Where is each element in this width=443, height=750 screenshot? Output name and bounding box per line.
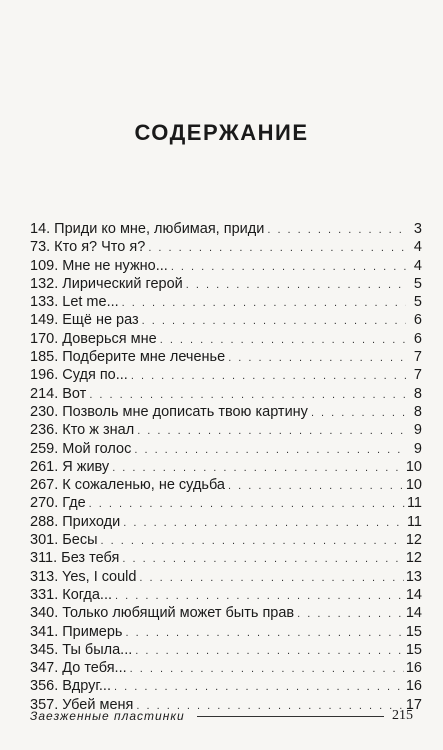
dot-leader [134, 441, 406, 459]
dot-leader [112, 459, 404, 477]
dot-leader [101, 532, 404, 550]
dot-leader [115, 587, 404, 605]
toc-entry[interactable] [30, 531, 422, 549]
toc-entry-page: 13 [405, 568, 422, 585]
dot-leader [135, 642, 404, 660]
toc-entry[interactable] [30, 494, 422, 512]
dot-leader [228, 477, 404, 495]
toc-entry-page: 15 [405, 623, 422, 640]
toc-entry[interactable] [30, 476, 422, 494]
toc-entry-page: 16 [405, 660, 422, 677]
toc-entry-page: 14 [405, 605, 422, 622]
toc-entry-title: 185. Подберите мне леченье [30, 349, 226, 366]
toc-entry-page: 16 [405, 678, 422, 695]
dot-leader [114, 678, 404, 696]
toc-entry-page: 7 [413, 367, 422, 384]
toc-entry-title: 340. Только любящий может быть прав [30, 605, 295, 622]
toc-entry-page: 9 [413, 422, 422, 439]
toc-entry[interactable] [30, 385, 422, 403]
toc-entry[interactable] [30, 623, 422, 641]
page-title: СОДЕРЖАНИЕ [134, 120, 309, 145]
toc-entry-title: 149. Ещё не раз [30, 312, 139, 329]
dot-leader [122, 294, 406, 312]
toc-entry-page: 17 [405, 696, 422, 713]
toc-entry-title: 345. Ты была... [30, 641, 133, 658]
dot-leader [160, 331, 406, 349]
toc-entry-title: 288. Приходи [30, 513, 121, 530]
toc-entry[interactable] [30, 330, 422, 348]
toc-entry[interactable] [30, 403, 422, 421]
toc-entry[interactable] [30, 604, 422, 622]
toc-entry-page: 6 [413, 330, 422, 347]
toc-entry-page: 4 [413, 239, 422, 256]
dot-leader [130, 660, 404, 678]
toc-entry-page: 14 [405, 586, 422, 603]
dot-leader [122, 550, 404, 568]
dot-leader [142, 312, 406, 330]
toc-entry-page: 15 [405, 641, 422, 658]
toc-entry[interactable] [30, 677, 422, 695]
toc-entry-title: 341. Примерь [30, 623, 123, 640]
toc-entry[interactable] [30, 257, 422, 275]
toc-entry-page: 8 [413, 385, 422, 402]
table-of-contents [30, 220, 422, 714]
toc-entry[interactable] [30, 659, 422, 677]
toc-entry-page: 12 [405, 532, 422, 549]
dot-leader [123, 514, 405, 532]
toc-entry[interactable] [30, 275, 422, 293]
page-number: 215 [392, 708, 413, 723]
toc-entry[interactable] [30, 549, 422, 567]
toc-entry-page: 10 [405, 477, 422, 494]
toc-entry-page: 7 [413, 349, 422, 366]
toc-entry-title: 270. Где [30, 495, 86, 512]
toc-entry-page: 5 [413, 275, 422, 292]
toc-entry[interactable] [30, 641, 422, 659]
toc-entry[interactable] [30, 513, 422, 531]
toc-entry[interactable] [30, 366, 422, 384]
footer-rule [197, 716, 384, 717]
toc-entry[interactable] [30, 311, 422, 329]
dot-leader [137, 422, 406, 440]
toc-entry-page: 6 [413, 312, 422, 329]
running-title: Заезженные пластинки [30, 709, 185, 723]
toc-entry-title: 357. Убей меня [30, 696, 134, 713]
toc-entry[interactable] [30, 586, 422, 604]
toc-entry[interactable] [30, 440, 422, 458]
toc-entry-page: 9 [413, 440, 422, 457]
toc-entry-page: 12 [405, 550, 422, 567]
toc-entry-title: 301. Бесы [30, 532, 98, 549]
toc-entry-page: 11 [406, 513, 422, 530]
toc-entry-title: 259. Мой голос [30, 440, 132, 457]
toc-entry[interactable] [30, 348, 422, 366]
toc-entry[interactable] [30, 568, 422, 586]
toc-entry-page: 8 [413, 403, 422, 420]
toc-entry-title: 214. Вот [30, 385, 87, 402]
page-footer [30, 708, 413, 724]
toc-entry-title: 267. К сожаленью, не судьба [30, 477, 225, 494]
toc-entry-title: 347. До тебя... [30, 660, 127, 677]
dot-leader [186, 276, 406, 294]
dot-leader [131, 367, 406, 385]
dot-leader [89, 386, 406, 404]
dot-leader [126, 624, 404, 642]
toc-entry-title: 313. Yes, I could [30, 568, 137, 585]
toc-entry-title: 356. Вдруг... [30, 678, 111, 695]
toc-entry-title: 14. Приди ко мне, любимая, приди [30, 221, 265, 237]
toc-entry-title: 109. Мне не нужно... [30, 257, 168, 274]
toc-entry[interactable] [30, 220, 422, 238]
toc-entry[interactable] [30, 421, 422, 439]
dot-leader [228, 349, 406, 367]
toc-entry-page: 10 [405, 458, 422, 475]
dot-leader [139, 569, 403, 587]
dot-leader [89, 495, 405, 513]
dot-leader [297, 605, 404, 623]
toc-entry-page: 3 [413, 221, 422, 237]
toc-entry-title: 196. Судя по... [30, 367, 128, 384]
toc-entry-title: 133. Let me... [30, 294, 119, 311]
toc-entry-page: 5 [413, 294, 422, 311]
toc-entry-page: 11 [406, 495, 422, 512]
toc-entry-title: 230. Позволь мне дописать твою картину [30, 403, 308, 420]
toc-entry-title: 73. Кто я? Что я? [30, 239, 146, 256]
dot-leader [148, 239, 406, 257]
dot-leader [267, 221, 406, 239]
dot-leader [171, 258, 406, 276]
toc-entry-title: 170. Доверься мне [30, 330, 157, 347]
toc-entry-title: 236. Кто ж знал [30, 422, 135, 439]
toc-entry-title: 311. Без тебя [30, 550, 120, 567]
toc-entry[interactable] [30, 458, 422, 476]
toc-entry[interactable] [30, 293, 422, 311]
dot-leader [311, 404, 406, 422]
toc-entry-page: 4 [413, 257, 422, 274]
toc-entry-title: 261. Я живу [30, 458, 110, 475]
toc-entry-title: 331. Когда... [30, 586, 113, 603]
toc-entry-title: 132. Лирический герой [30, 275, 183, 292]
toc-entry[interactable] [30, 238, 422, 256]
